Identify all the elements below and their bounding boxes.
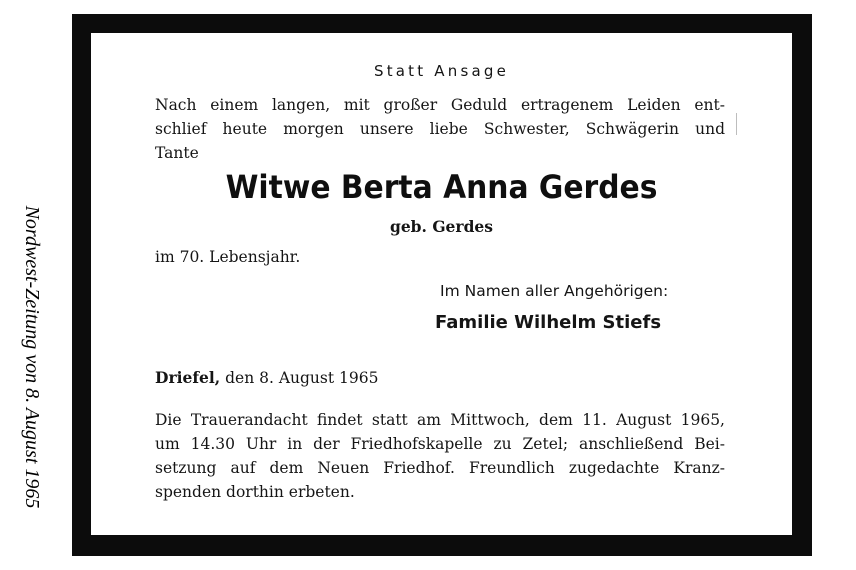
age-line: im 70. Lebensjahr. [155,248,301,266]
place-name: Driefel, [155,368,221,387]
place-date-line [155,368,725,388]
deceased-name: Witwe Berta Anna Gerdes [225,168,658,206]
death-notice [91,33,792,535]
side-caption: Nordwest-Zeitung von 8. August 1965 [21,205,43,509]
notice-heading: Statt Ansage [373,62,510,80]
service-line-1: Die Trauerandacht findet statt am Mittwoch, dem 11. August 1965, [155,411,725,429]
notice-date: den 8. August 1965 [225,369,379,387]
intro-line-3: Tante [155,144,199,162]
intro-line-2: schlief heute morgen unsere liebe Schwester, Schwägerin und [155,120,725,138]
maiden-name: geb. Gerdes [389,217,494,236]
service-line-2: um 14.30 Uhr in der Friedhofskapelle zu Zetel; anschließend Bei- [155,435,725,453]
service-line-3: setzung auf dem Neuen Friedhof. Freundlich zugedachte Kranz- [155,459,725,477]
on-behalf-line: Im Namen aller Angehörigen: [440,282,669,300]
service-line-4: spenden dorthin erbeten. [155,483,355,501]
family-signature: Familie Wilhelm Stiefs [435,312,662,333]
intro-line-1: Nach einem langen, mit großer Geduld ertragenem Leiden ent- [155,96,725,114]
margin-mark [736,113,737,135]
